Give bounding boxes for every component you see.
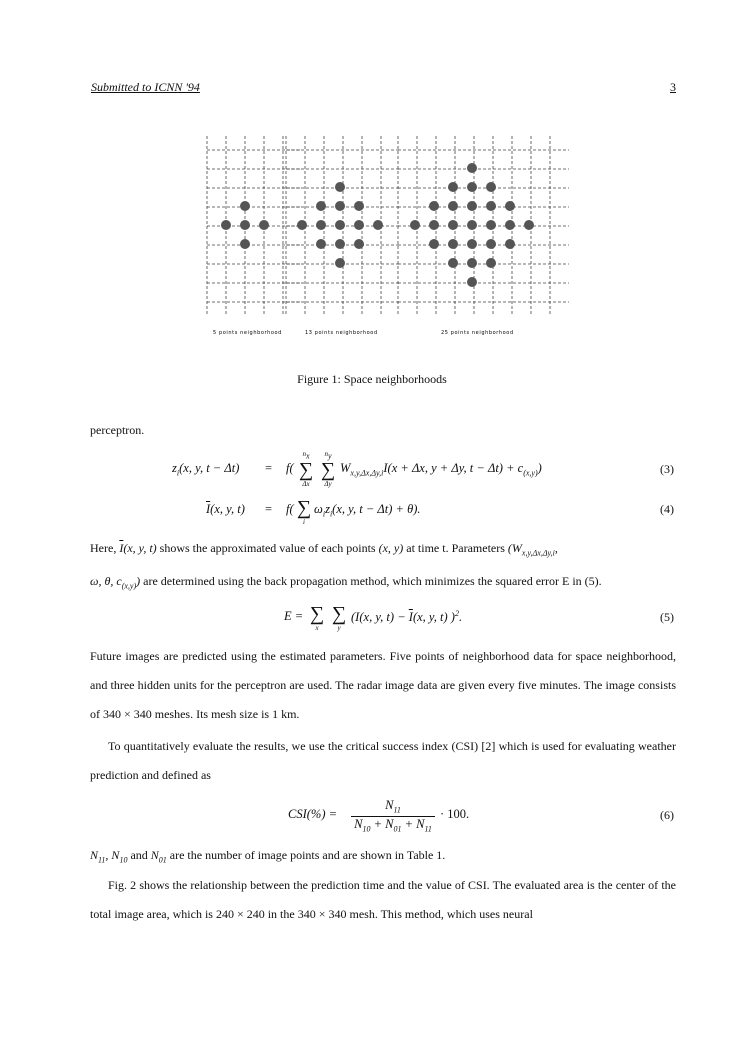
paragraph-n11: $N_{11}$, $N_{10}$ and $N_{01}$ are the number of image points and are shown in Table 1.	[90, 848, 446, 865]
running-header: Submitted to ICNN '94	[91, 80, 200, 94]
neighborhood-point-25	[505, 220, 515, 230]
neighborhood-point-5	[259, 220, 269, 230]
neighborhood-point-25	[467, 258, 477, 268]
neighborhood-point-13	[354, 239, 364, 249]
paragraph-future: Future images are predicted using the estimated parameters. Five points of neighborhood data for space neighborhood, and three hidden units for the perceptron are used. The radar image data are given every five minutes. The image consists of 340 × 340 meshes. Its mesh size is 1 km.	[90, 649, 676, 721]
neighborhood-point-25	[467, 182, 477, 192]
equation-6-number: (6)	[660, 808, 674, 822]
neighborhood-point-25	[429, 201, 439, 211]
neighborhood-point-13	[316, 239, 326, 249]
equation-6: CSI(%) = $N_{11}$ $N_{10} + N_{01} + N_{11}$ · 100.	[288, 798, 470, 833]
neighborhood-point-25	[467, 220, 477, 230]
sublabel-5-points: 5 points neighborhood	[213, 330, 282, 336]
neighborhood-point-25	[410, 220, 420, 230]
neighborhood-point-13	[335, 182, 345, 192]
figure-space-neighborhoods	[0, 128, 744, 348]
neighborhood-point-25	[448, 220, 458, 230]
neighborhood-grids	[0, 128, 744, 348]
neighborhood-point-25	[486, 201, 496, 211]
neighborhood-point-5	[240, 201, 250, 211]
neighborhood-point-25	[505, 201, 515, 211]
neighborhood-point-5	[240, 239, 250, 249]
neighborhood-point-13	[335, 201, 345, 211]
equation-3-number: (3)	[660, 462, 674, 476]
neighborhood-point-25	[448, 258, 458, 268]
equation-4: $\overline{I}(x$, y, t) = f( ∑ i $\omega_iz_i(x$, y, t − Δt) + θ).	[206, 497, 421, 526]
neighborhood-point-25	[467, 163, 477, 173]
figure-caption: Figure 1: Space neighborhoods	[297, 372, 447, 386]
equation-4-number: (4)	[660, 502, 674, 516]
neighborhood-point-13	[316, 220, 326, 230]
neighborhood-point-25	[486, 220, 496, 230]
neighborhood-point-13	[354, 201, 364, 211]
paragraph-csi: To quantitatively evaluate the results, we use the critical success index (CSI) [2] which is used for evaluating weather prediction and defined as	[90, 739, 676, 782]
neighborhood-point-25	[448, 201, 458, 211]
neighborhood-point-13	[335, 239, 345, 249]
neighborhood-point-5	[240, 220, 250, 230]
neighborhood-point-25	[486, 182, 496, 192]
neighborhood-point-25	[486, 239, 496, 249]
paragraph-here: Here, $\overline{I}(x$, y, t) shows the approximated value of each points (x, y) at time t. Parameters ($W_{x,y,\Delta x,\Delta y,i}$, ω, θ, $c_{(x,y)}$) are determined using the back propagation method, which minimizes the squared error E in (5).	[90, 541, 602, 591]
page-number: 3	[670, 80, 676, 94]
text-perceptron: perceptron.	[90, 423, 145, 437]
neighborhood-point-25	[429, 239, 439, 249]
equation-5: E = ∑ x ∑ y (I(x, y, $t) - \overline{I}(x$, y, t) )$^2$.	[284, 603, 463, 632]
neighborhood-point-25	[524, 220, 534, 230]
equation-3: $z_i(x$, y, t − Δt) = f( $n_x$ ∑ Δx $n_y$ ∑ Δy $W_{x,y,\Delta x,\Delta y,i}I(x + \Delta x$, y + Δy, $t - \Delta t) + c_{(x,y)}$)	[172, 450, 542, 489]
sublabel-25-points: 25 points neighborhood	[441, 330, 514, 336]
neighborhood-point-13	[373, 220, 383, 230]
neighborhood-point-25	[467, 277, 477, 287]
neighborhood-point-25	[448, 239, 458, 249]
neighborhood-point-13	[335, 258, 345, 268]
paragraph-fig2: Fig. 2 shows the relationship between the prediction time and the value of CSI. The evaluated area is the center of the total image area, which is 240 × 240 in the 340 × 340 mesh. This method, which uses neural	[90, 878, 676, 921]
equation-5-number: (5)	[660, 610, 674, 624]
sublabel-13-points: 13 points neighborhood	[305, 330, 378, 336]
neighborhood-point-25	[429, 220, 439, 230]
neighborhood-point-25	[467, 239, 477, 249]
neighborhood-point-5	[221, 220, 231, 230]
neighborhood-point-25	[448, 182, 458, 192]
neighborhood-point-13	[316, 201, 326, 211]
neighborhood-point-13	[335, 220, 345, 230]
neighborhood-point-13	[354, 220, 364, 230]
neighborhood-point-13	[297, 220, 307, 230]
neighborhood-point-25	[486, 258, 496, 268]
neighborhood-point-25	[467, 201, 477, 211]
neighborhood-point-25	[505, 239, 515, 249]
